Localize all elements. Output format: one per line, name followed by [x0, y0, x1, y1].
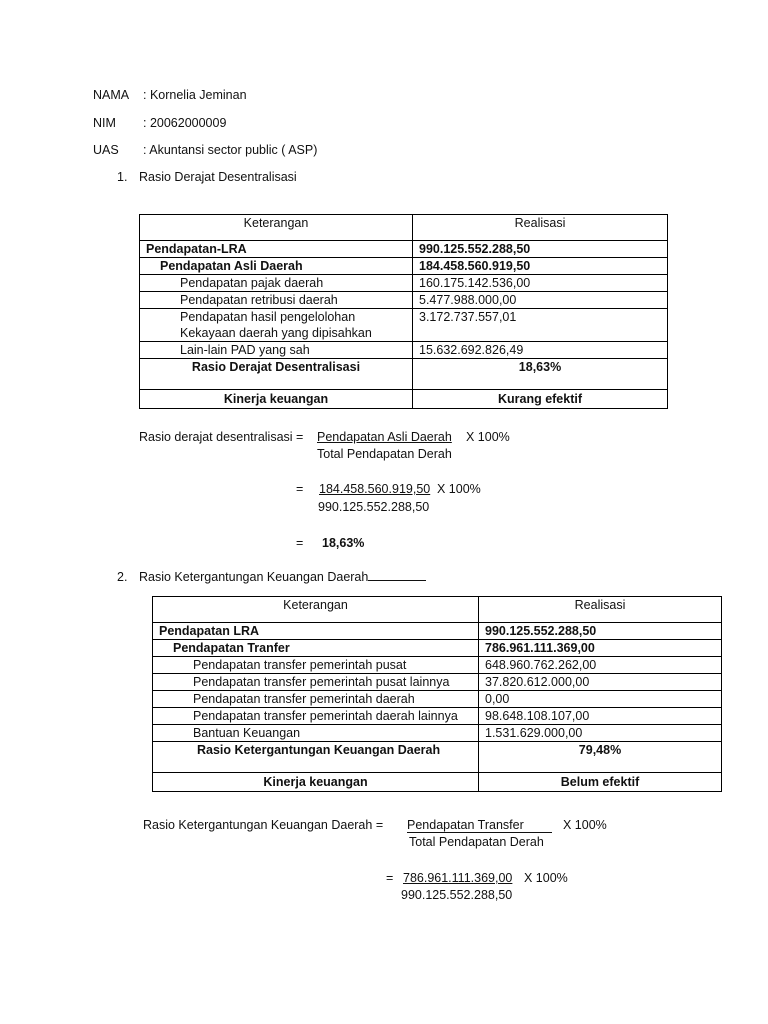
table2-row-label: Bantuan Keuangan: [153, 725, 479, 742]
table1-row-label: Pendapatan-LRA: [140, 241, 413, 258]
table2-row-value: 786.961.111.369,00: [479, 640, 722, 657]
formula2-eq: =: [386, 871, 394, 885]
table1-row-label-multiline: [140, 309, 413, 342]
table1-row-value: 5.477.988.000,00: [413, 292, 668, 309]
table2-col-realisasi: Realisasi: [479, 597, 722, 623]
table1-row-label: Pendapatan pajak daerah: [140, 275, 413, 292]
table-derajat-desentralisasi: [139, 214, 668, 409]
formula1-eq1: =: [296, 482, 304, 496]
formula1-denominator: Total Pendapatan Derah: [317, 447, 452, 461]
table-ketergantungan-keuangan: [152, 596, 722, 792]
table1-ratio-value: 18,63%: [413, 359, 668, 390]
section2-title-underline: [368, 580, 426, 581]
nim-label: NIM: [93, 116, 116, 130]
table1-row-value: 3.172.737.557,01: [413, 309, 668, 342]
table1-row-label: Lain-lain PAD yang sah: [140, 342, 413, 359]
table1-row-value: 184.458.560.919,50: [413, 258, 668, 275]
table1-row-label-line2: Kekayaan daerah yang dipisahkan: [180, 326, 372, 340]
formula1-num-value: 184.458.560.919,50: [319, 482, 431, 496]
uas-label: UAS: [93, 143, 119, 157]
table2-row-value: 0,00: [479, 691, 722, 708]
table1-kinerja-label: Kinerja keuangan: [140, 390, 413, 409]
formula1-numerator: Pendapatan Asli Daerah: [317, 430, 452, 444]
table1-row-label-line1: Pendapatan hasil pengelolohan: [180, 310, 356, 324]
formula2-times: X 100%: [563, 818, 607, 832]
uas-value: : Akuntansi sector public ( ASP): [143, 143, 318, 157]
table1-col-realisasi: Realisasi: [413, 215, 668, 241]
table2-row-value: 37.820.612.000,00: [479, 674, 722, 691]
formula2-lhs: Rasio Ketergantungan Keuangan Daerah =: [143, 818, 384, 832]
table1-col-keterangan: Keterangan: [140, 215, 413, 241]
table2-ratio-value: 79,48%: [479, 742, 722, 773]
formula1-times: X 100%: [466, 430, 510, 444]
table1-row-label: Pendapatan Asli Daerah: [140, 258, 413, 275]
table1-row-value: 990.125.552.288,50: [413, 241, 668, 258]
table2-row-value: 98.648.108.107,00: [479, 708, 722, 725]
formula1-result: 18,63%: [322, 536, 365, 550]
table1-row-label: Pendapatan retribusi daerah: [140, 292, 413, 309]
formula1-times2: X 100%: [437, 482, 481, 496]
section2-title: [139, 570, 426, 584]
nim-value: : 20062000009: [143, 116, 227, 130]
table2-kinerja-label: Kinerja keuangan: [153, 773, 479, 792]
formula2-times2: X 100%: [524, 871, 568, 885]
table2-row-label: Pendapatan transfer pemerintah pusat lainnya: [153, 674, 479, 691]
table1-row-value: 15.632.692.826,49: [413, 342, 668, 359]
nama-label: NAMA: [93, 88, 130, 102]
table2-row-value: 1.531.629.000,00: [479, 725, 722, 742]
table2-ratio-label: Rasio Ketergantungan Keuangan Daerah: [153, 742, 479, 773]
formula2-den-value: 990.125.552.288,50: [401, 888, 513, 902]
formula2-num-value: 786.961.111.369,00: [403, 871, 513, 885]
table2-col-keterangan: Keterangan: [153, 597, 479, 623]
table2-row-value: 648.960.762.262,00: [479, 657, 722, 674]
table1-kinerja-value: Kurang efektif: [413, 390, 668, 409]
nama-value: : Kornelia Jeminan: [143, 88, 247, 102]
formula1-lhs: Rasio derajat desentralisasi =: [139, 430, 304, 444]
table2-row-label: Pendapatan transfer pemerintah daerah: [153, 691, 479, 708]
section1-title: Rasio Derajat Desentralisasi: [139, 170, 297, 184]
table1-ratio-label: [140, 359, 413, 390]
formula1-eq2: =: [296, 536, 304, 550]
table2-kinerja-value: Belum efektif: [479, 773, 722, 792]
table2-row-label: Pendapatan transfer pemerintah daerah lainnya: [153, 708, 479, 725]
formula2-denominator: Total Pendapatan Derah: [409, 835, 544, 849]
table2-row-label: Pendapatan Tranfer: [153, 640, 479, 657]
formula2-numerator: [407, 818, 552, 833]
table1-ratio-label-text: Rasio Derajat Desentralisasi: [191, 360, 361, 374]
formula2-numerator-wrap: [407, 818, 552, 833]
table2-row-value: 990.125.552.288,50: [479, 623, 722, 640]
table1-row-value: 160.175.142.536,00: [413, 275, 668, 292]
table2-row-label: Pendapatan transfer pemerintah pusat: [153, 657, 479, 674]
formula2-numerator-text: Pendapatan Transfer: [407, 818, 524, 832]
formula1-den-value: 990.125.552.288,50: [318, 500, 430, 514]
section2-title-text: Rasio Ketergantungan Keuangan Daerah: [139, 570, 369, 584]
section1-number: 1.: [117, 170, 128, 184]
table2-row-label: Pendapatan LRA: [153, 623, 479, 640]
section2-number: 2.: [117, 570, 128, 584]
